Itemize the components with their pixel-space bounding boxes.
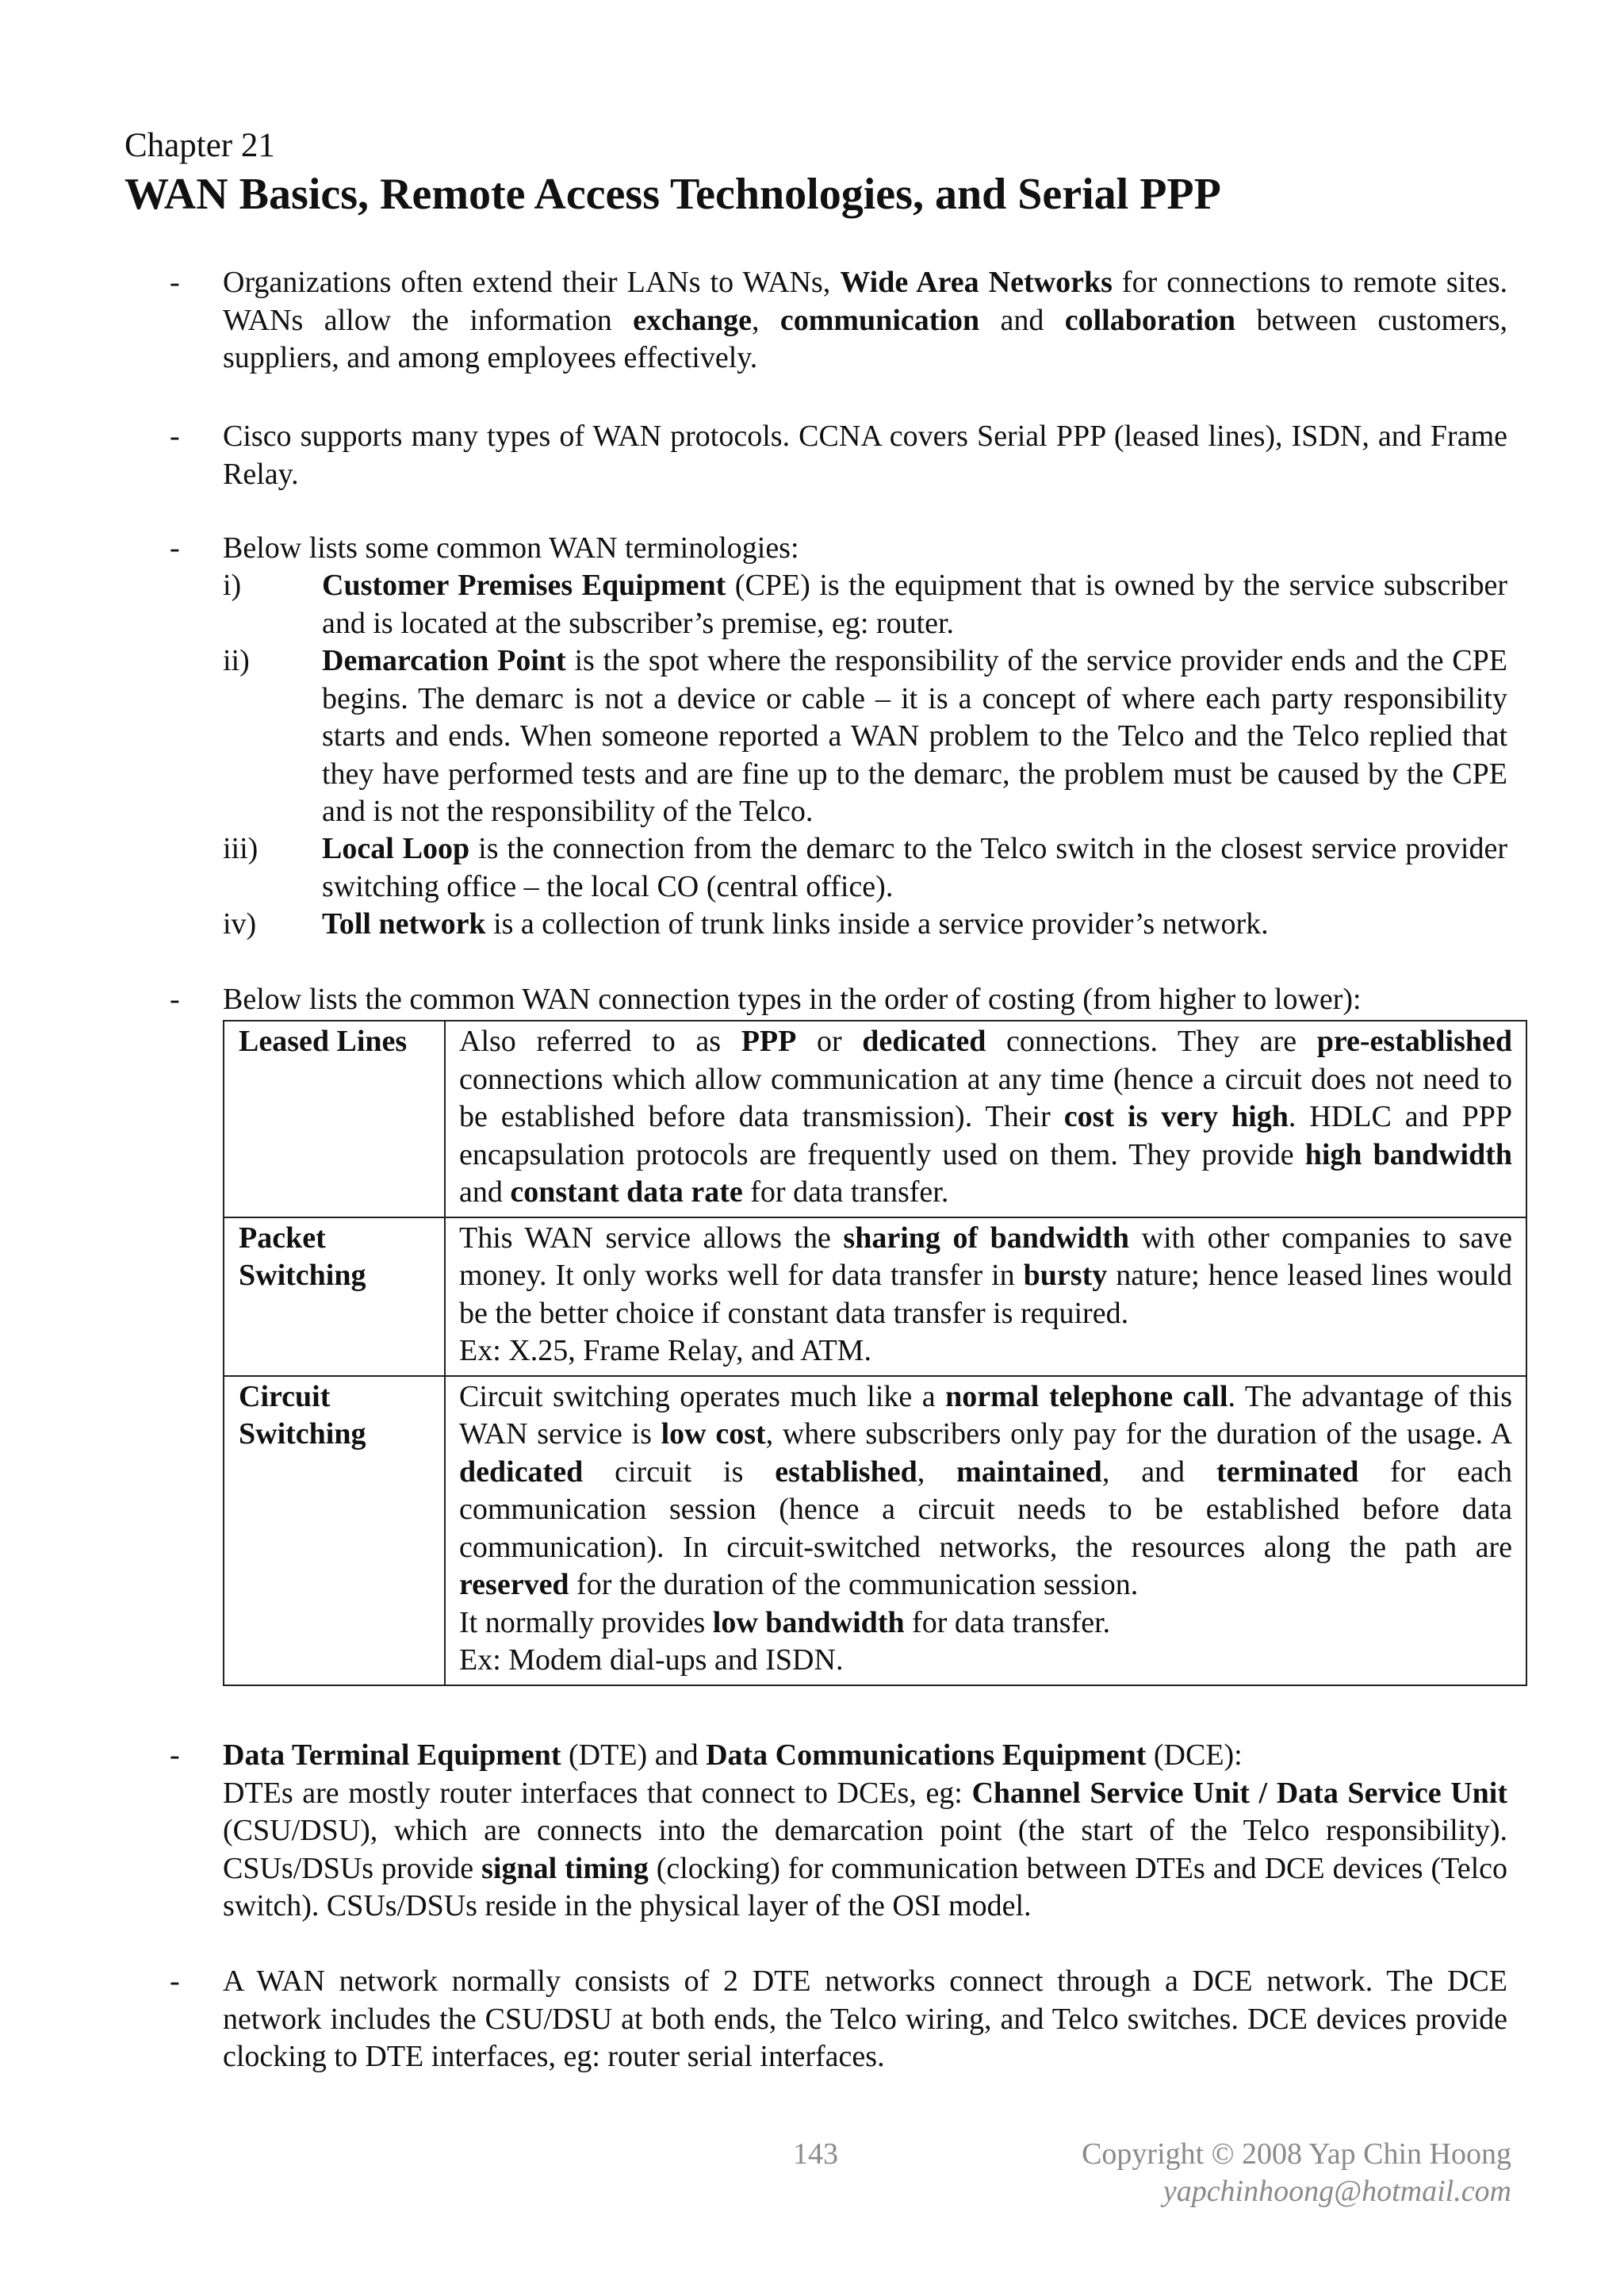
paragraph-wan-network: A WAN network normally consists of 2 DTE networks connect through a DCE network. The DCE network includes the CSU/DSU at both ends, the Telco wiring, and Telco switches. DCE devices provide clocking to DTE interfaces, eg: router serial interfaces. [223,1964,1507,2073]
table-row [224,1376,1526,1685]
bullet-marker: - [170,420,180,453]
bullet-marker: - [170,1738,180,1772]
table-row-description: Also referred to as PPP or dedicated connections. They are pre-established connections which allow communication at any time (hence a circuit does not need to be established before data transmission). Their cost is very high. HDLC and PPP encapsulation protocols are frequently used on them. They provide high bandwidth and constant data rate for data transfer. [445,1021,1526,1217]
paragraph-cisco-protocols: Cisco supports many types of WAN protocols. CCNA covers Serial PPP (leased lines), ISDN, and Frame Relay. [223,420,1507,491]
table-row-description: Circuit switching operates much like a normal telephone call. The advantage of this WAN service is low cost, where subscribers only pay for the duration of the usage. A dedicated circuit is established, maintained, and terminated for each communication session (hence a circuit needs to be established before data communication). In circuit-switched networks, the resources along the path are reserved for the duration of the communication session. It normally provides low bandwidth for data transfer. Ex: Modem dial-ups and ISDN. [445,1376,1526,1685]
bullet-marker: - [170,266,180,299]
list-number: iii) [223,832,259,865]
list-number: i) [223,569,242,602]
paragraph-connection-types-intro: Below lists the common WAN connection types in the order of costing (from higher to lower): [223,983,1362,1016]
table-row-description: This WAN service allows the sharing of bandwidth with other companies to save money. It only works well for data transfer in bursty nature; hence leased lines would be the better choice if constant data transfer is required. Ex: X.25, Frame Relay, and ATM. [445,1217,1526,1376]
paragraph-wan-intro: Organizations often extend their LANs to WANs, Wide Area Networks for connections to remote sites. WANs allow the information exchange, communication and collaboration between customers, suppliers, and among employees effectively. [223,266,1507,374]
list-item-local-loop: Local Loop is the connection from the demarc to the Telco switch in the closest service provider switching office – the local CO (central office). [322,832,1507,903]
bullet-marker: - [170,531,180,565]
table-row [224,1021,1526,1217]
table-row-label: Circuit Switching [224,1376,445,1685]
list-number: iv) [223,907,257,941]
paragraph-dte-dce: Data Terminal Equipment (DTE) and Data Communications Equipment (DCE): DTEs are mostly router interfaces that connect to DCEs, eg: Channel Service Unit / Data Service Unit (CSU/DSU), which are connects into the demarcation point (the start of the Telco responsibility). CSUs/DSUs provide signal timing (clocking) for communication between DTEs and DCE devices (Telco switch). CSUs/DSUs reside in the physical layer of the OSI model. [223,1738,1507,1922]
bullet-marker: - [170,1964,180,1998]
footer-email: yapchinhoong@hotmail.com [1162,2175,1511,2208]
wan-connection-types-table [223,1020,1527,1686]
page-number: 143 [793,2137,838,2171]
table-row [224,1217,1526,1376]
chapter-title: WAN Basics, Remote Access Technologies, and Serial PPP [124,170,1221,219]
list-number: ii) [223,644,250,677]
list-item-cpe: Customer Premises Equipment (CPE) is the equipment that is owned by the service subscriber and is located at the subscriber’s premise, eg: router. [322,569,1507,640]
table-row-label: Leased Lines [224,1021,445,1217]
bullet-marker: - [170,983,180,1016]
chapter-label: Chapter 21 [124,127,275,164]
footer-copyright: Copyright © 2008 Yap Chin Hoong [1082,2137,1511,2171]
paragraph-terminology-intro: Below lists some common WAN terminologies: [223,531,799,565]
list-item-toll-network: Toll network is a collection of trunk links inside a service provider’s network. [322,907,1269,941]
list-item-demarcation-point: Demarcation Point is the spot where the responsibility of the service provider ends and the CPE begins. The demarc is not a device or cable – it is a concept of where each party responsibility starts and ends. When someone reported a WAN problem to the Telco and the Telco replied that they have performed tests and are fine up to the demarc, the problem must be caused by the CPE and is not the responsibility of the Telco. [322,644,1507,828]
table-row-label: Packet Switching [224,1217,445,1376]
